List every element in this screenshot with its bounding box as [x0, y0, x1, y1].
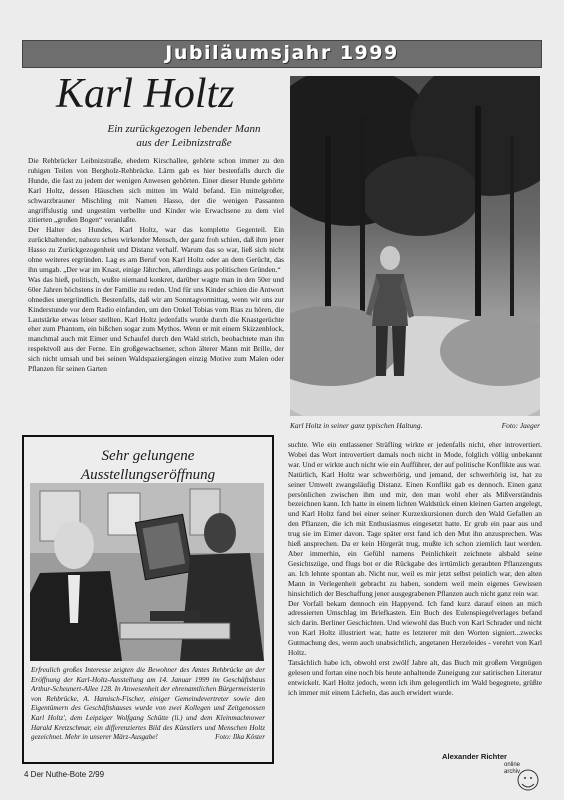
photo-main-credit: Foto: Jaeger: [501, 421, 540, 430]
photo-exhibition-image: [30, 483, 264, 661]
page-footer: 4 Der Nuthe-Bote 2/99: [24, 770, 105, 779]
box-photo-credit: Foto: Ilka Köster: [215, 733, 265, 742]
box-caption-text: Erfreulich großes Interesse zeigten die Bewohner des Amtes Rehbrücke an der Eröffnung der Karl-Holtz-Ausstellung am 14. Januar 1999 im Geschäftshaus Arthur-Scheunert-Allee 128. In Anwesenheit der ehrenamtlichen Bürgermeisterin von Rehbrücke, A. Hamisch-Fischer, einiger Gemeindevertreter sowie den Eigentümern des Geschäftshauses wurde von zwei Kollegen und Zeitgenossen Karl Holtz', dem Leipziger Wolfgang Schütte (li.) und dem Kleinmachnower Harald Kretzschmar, ein differenziertes Bild des Künstlers und Menschen Holtz gezeichnet. Mehr in unserer März-Ausgabe!: [31, 666, 265, 742]
paragraph: suchte. Wie ein entlassener Sträfling wirkte er jedenfalls nicht, eher introvertiert. Wobei das Wort introvertiert damals noch nicht in Mode, folglich völlig unbekannt war. Und er wirkte auch nicht wie ein Aufführer, der auf politische Konflikte aus war.: [288, 440, 542, 469]
paragraph: Der Vorfall bekam dennoch ein Happyend. Ich fand kurz darauf einen an mich adressierten Umschlag im Briefkasten. Ein Buch des Eulenspiegelverlages befand sich darin. Berliner Geschichten. Und wiewohl das Buch von Karl Schrader und nicht von Karl Holtz illustriert war, hatte es letzterer mit den Worten signiert...zwecks Gutmachung des, wenn auch unabsichtlich, angetanen Herzeleides - verehrt von Karl Holtz.: [288, 598, 542, 658]
paragraph: Der Halter des Hundes, Karl Holtz, war das komplette Gegenteil. Ein zurückhaltender, nahezu scheu wirkender Mensch, der ganz froh schien, daß ihm jener Hasso zu Zurückgezogenheit und Distanz verhalf. Warum das so war, ließ sich nicht ohne weiteres ergründen. Lag es am Beruf von Karl Holtz oder an dem Gerücht, das ihn umgab. „Der war im Knast, einige Jährchen, allerdings aus politischen Gründen.“: [28, 225, 284, 274]
paragraph: Was das hieß, politisch, wußte niemand konkret, darüber wagte man in den 50er und 60er Jahren höchstens in der Familie zu reden. Und für uns Kinder schien die Antwort ohnedies unergründlich. Bestenfalls, daß wir am Sonntagvormittag, wenn wir uns zur Kinderstunde vor dem Radio einfanden, um den Onkel Tobias vom Rias zu hören, die Lautstärke etwas leiser stellten. Karl Holtz jedenfalls wurde durch die Knastgerüchte eher zum Phantom, ein bißchen sogar zum Mythos. Wenn er mit einem Skizzenblock, manchmal auch mit Eimer und Schaufel durch den Wald strich, beobachtete man ihn respektvoll aus der Ferne. Ein großgewachsener, schon älterer Mann mit Brille, der sich nicht umsah und bei seinen Waldspaziergängen einzig Motive zum Malen oder Pflanzen für seinen Garten: [28, 274, 284, 374]
subtitle-line-1: Ein zurückgezogen lebender Mann: [107, 123, 261, 135]
box-title: [24, 447, 272, 485]
article-body-left: [28, 156, 284, 426]
stamp-line-1: online: [504, 762, 521, 768]
paragraph: Die Rehbrücker Leibnizstraße, ehedem Kirschallee, gehörte schon immer zu den ruhigen Teilen von Bergholz-Rehbrücke. Lärm gab es hier bestenfalls durch die Hunde, die fast zu jedem der wenigen Anwesen gehörten. Einer dieser Hunde gehörte Karl Holtz, dessen Häuschen sich mitten im Wald befand. Ein mittelgroßer, schwarzbrauner Mischling mit Namen Hasso, der die wenigen Passanten angriffslustig und ungestüm verbellte und Kinder wie Erwachsene zu dem viel zitierten „großen Bogen“ veranlaßte.: [28, 156, 284, 225]
photo-main-caption: [290, 421, 540, 430]
paragraph: Tatsächlich habe ich, obwohl erst zwölf Jahre alt, das Buch mit großem Vergnügen gelesen und fortan eine noch bis heute anhaltende Zuneigung zur satirischen Literatur entwickelt. Karl Holtz jedoch, wenn ich ihm gelegentlich im Wald begegnete, grüßte ich immer mit einem Lächeln, das auch erwidert wurde.: [288, 657, 542, 697]
box-title-line-1: Sehr gelungene: [101, 448, 195, 464]
subtitle-line-2: aus der Leibnizstraße: [136, 137, 232, 149]
box-caption: [31, 666, 265, 743]
exhibition-box: [22, 435, 274, 764]
stamp-line-2: archiv: [504, 769, 521, 775]
archive-stamp: [502, 760, 542, 794]
photo-karl-holtz: [290, 76, 540, 416]
banner-text: Jubiläumsjahr 1999: [165, 42, 399, 64]
paragraph: Natürlich, Karl Holtz war schwerhörig, und jemand, der schwerhörig ist, hat zu seiner Umwelt zwangsläufig Distanz. Einen Konflikt gab es dennoch. Einen ganz persönlichen zwischen ihm und mir, den man wohl eher als Mißverständnis bezeichnen kann. Ich hatte in einem lichten Waldstück einen kleinen Garten angelegt, und Karl Holtz fand bei einer seiner Kurzexkursionen durch den Wald Gefallen an den Pflanzen, die ich mit Enthusiasmus eingesetzt hatte. Er grub ein paar aus und trug sie im Eimer davon. Tage später erst fand ich den Mut ihn anzusprechen. Was hieß ansprechen. Da er kein Hörgerät trug, mußte ich schon ziemlich laut werden. Aber immerhin, ein Gefühl namens Peinlichkeit zeichnete alsbald seine Gesichtszüge, und flugs bot er die Rückgabe des irrtümlich geraubten Pflanzenguts an. Ich lehnte spontan ab. Nicht nur, weil es mir jetzt selbst peinlich war, den alten Mann in Verlegenheit gebracht zu haben, sondern weil mein eigenes Gewissen hinsichtlich der Beschaffung jener ausgegrabenen Pflanzen auch nicht ganz rein war.: [288, 469, 542, 598]
article-body-right: [288, 440, 542, 758]
author-name: Alexander Richter: [442, 752, 507, 761]
photo-karl-holtz-image: [290, 76, 540, 416]
box-title-line-2: Ausstellungseröffnung: [80, 467, 216, 483]
article-title: Karl Holtz: [56, 71, 235, 117]
photo-exhibition: [30, 483, 264, 661]
article-subtitle: [84, 122, 284, 150]
banner: [22, 40, 542, 68]
photo-main-caption-text: Karl Holtz in seiner ganz typischen Haltung.: [290, 421, 423, 430]
